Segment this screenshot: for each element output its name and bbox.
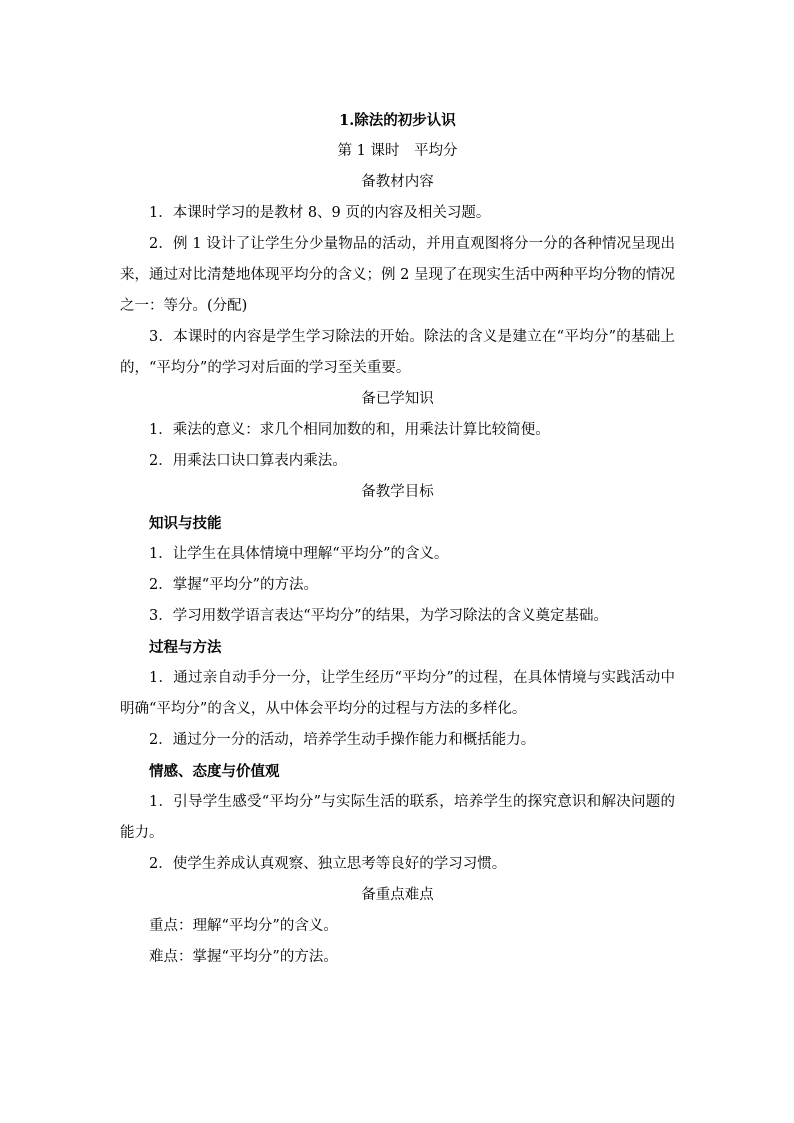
prior-paragraph-2: 2．用乘法口诀口算表内乘法。 bbox=[149, 453, 347, 469]
document-title: 1.除法的初步认识 bbox=[339, 112, 456, 129]
materials-paragraph-1: 1．本课时学习的是教材 8、9 页的内容及相关习题。 bbox=[149, 205, 491, 221]
subheading-attitude: 情感、态度与价值观 bbox=[149, 763, 280, 780]
prior-paragraph-1: 1．乘法的意义：求几个相同加数的和，用乘法计算比较简便。 bbox=[149, 422, 550, 438]
lesson-title: 第 1 课时 平均分 bbox=[337, 143, 458, 159]
section-heading-prior: 备已学知识 bbox=[361, 391, 434, 407]
process-item-1: 1．通过亲自动手分一分，让学生经历“平均分”的过程，在具体情境与实践活动中明确“平均分”的含义，从中体会平均分的过程与方法的多样化。 bbox=[120, 670, 675, 717]
attitude-item-2: 2．使学生养成认真观察、独立思考等良好的学习习惯。 bbox=[149, 856, 507, 872]
knowledge-item-3: 3．学习用数学语言表达“平均分”的结果，为学习除法的含义奠定基础。 bbox=[149, 608, 609, 624]
document-page bbox=[120, 105, 675, 973]
materials-paragraph-3: 3．本课时的内容是学生学习除法的开始。除法的含义是建立在“平均分”的基础上的，“平均分”的学习对后面的学习至关重要。 bbox=[120, 329, 675, 376]
difficult-point: 难点：掌握“平均分”的方法。 bbox=[149, 949, 338, 965]
materials-paragraph-2: 2．例 1 设计了让学生分少量物品的活动，并用直观图将分一分的各种情况呈现出来，通过对比清楚地体现平均分的含义；例 2 呈现了在现实生活中两种平均分物的情况之一：等分。(分配) bbox=[120, 236, 675, 314]
knowledge-item-1: 1．让学生在具体情境中理解“平均分”的含义。 bbox=[149, 546, 449, 562]
subheading-process: 过程与方法 bbox=[149, 639, 222, 656]
section-heading-materials: 备教材内容 bbox=[361, 174, 434, 190]
section-heading-keypoints: 备重点难点 bbox=[361, 887, 434, 903]
knowledge-item-2: 2．掌握“平均分”的方法。 bbox=[149, 577, 319, 593]
section-heading-goals: 备教学目标 bbox=[361, 484, 434, 500]
process-item-2: 2．通过分一分的活动，培养学生动手操作能力和概括能力。 bbox=[149, 732, 536, 748]
subheading-knowledge: 知识与技能 bbox=[149, 515, 222, 532]
attitude-item-1: 1．引导学生感受“平均分”与实际生活的联系，培养学生的探究意识和解决问题的能力。 bbox=[120, 794, 675, 841]
key-point: 重点：理解“平均分”的含义。 bbox=[149, 918, 338, 934]
